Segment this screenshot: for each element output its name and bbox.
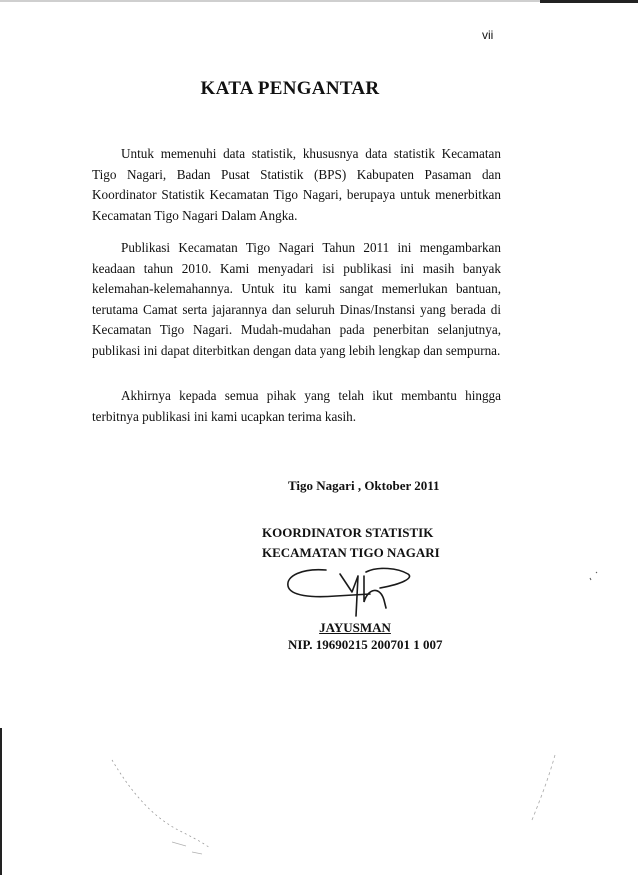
place-date: Tigo Nagari , Oktober 2011 — [288, 478, 440, 493]
scan-top-edge-dark — [540, 0, 638, 3]
paragraph-3: Akhirnya kepada semua pihak yang telah ikut membantu hingga terbitnya publikasi ini kami ucapkan terima kasih. — [92, 388, 501, 424]
page-number: vii — [482, 28, 494, 42]
page-title: KATA PENGANTAR — [200, 78, 380, 99]
handwritten-signature — [282, 562, 422, 620]
paragraph-2: Publikasi Kecamatan Tigo Nagari Tahun 2011 ini mengambarkan keadaan tahun 2010. Kami menyadari isi publikasi ini masih banyak kelemahan-kelemahannya. Untuk itu kami sangat memerlukan bantuan, terutama Camat serta jajarannya dan seluruh Dinas/Instansi yang berada di Kecamatan Tigo Nagari. Mudah-mudahan pada penerbitan selanjutnya, publikasi ini dapat diterbitkan dengan data yang lebih lengkap dan sempurna. — [92, 240, 501, 358]
signer-name: JAYUSMAN — [319, 620, 391, 635]
scan-left-edge — [0, 728, 2, 875]
signer-position-line-1: KOORDINATOR STATISTIK — [262, 525, 434, 540]
signer-nip: NIP. 19690215 200701 1 007 — [288, 637, 443, 652]
paragraph-1: Untuk memenuhi data statistik, khususnya data statistik Kecamatan Tigo Nagari, Badan Pusat Statistik (BPS) Kabupaten Pasaman dan Koordinator Statistik Kecamatan Tigo Nagari, berupaya untuk menerbitkan Kecamatan Tigo Nagari Dalam Angka. — [92, 146, 501, 223]
signer-position-line-2: KECAMATAN TIGO NAGARI — [262, 545, 440, 560]
